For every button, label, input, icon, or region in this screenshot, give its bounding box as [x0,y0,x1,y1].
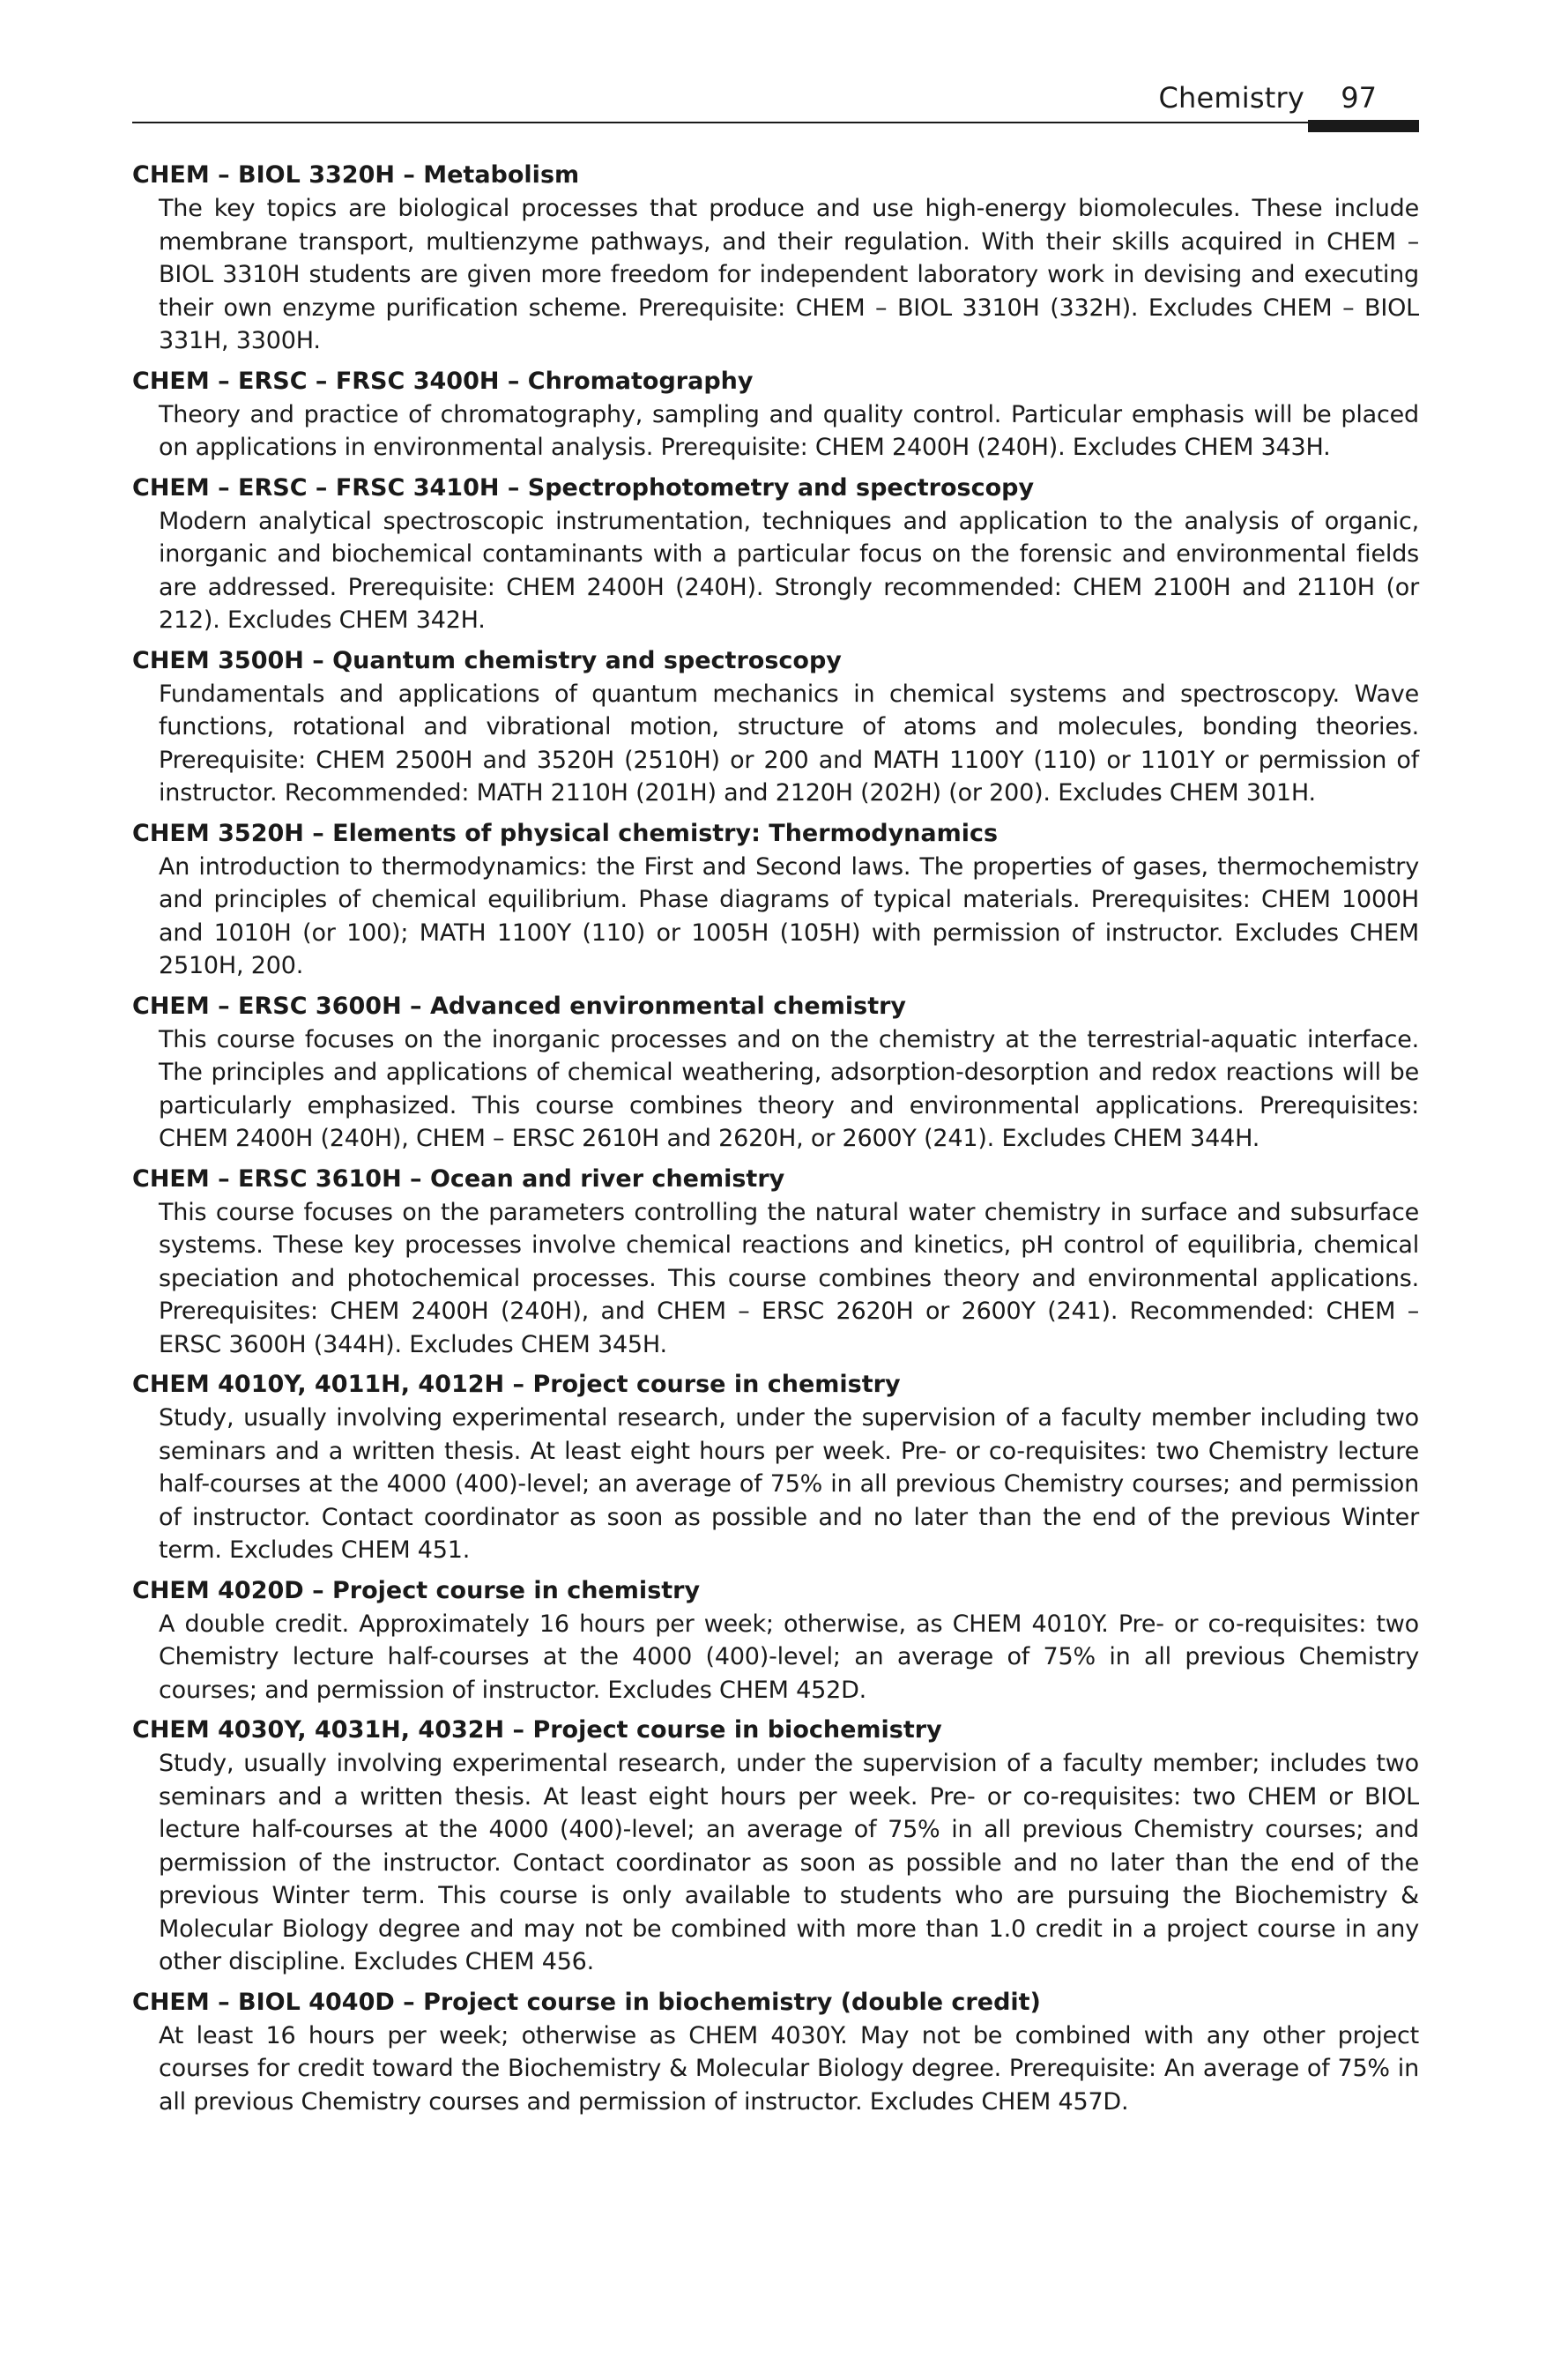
course-description: This course focuses on the inorganic processes and on the chemistry at the terrestrial-aquatic interface. The principles and applications of chemical weathering, adsorption-desorption and redox reactions will be particularly emphasized. This course combines theory and environmental applications. Prerequisites: CHEM 2400H (240H), CHEM – ERSC 2610H and 2620H, or 2600Y (241). Excludes CHEM 344H. [159,1025,1419,1152]
page-number: 97 [1341,81,1377,115]
header-tab-marker [1308,120,1419,132]
course-entry [132,1986,1419,2119]
course-title: CHEM 4030Y, 4031H, 4032H – Project course in biochemistry [132,1716,942,1744]
course-description: Theory and practice of chromatography, sampling and quality control. Particular emphasis will be placed on applications in environmental analysis. Prerequisite: CHEM 2400H (240H). Excludes CHEM 343H. [159,400,1419,461]
course-description: The key topics are biological processes that produce and use high-energy biomolecules. These include membrane transport, multienzyme pathways, and their regulation. With their skills acquired in CHEM – BIOL 3310H students are given more freedom for independent laboratory work in devising and executing their own enzyme purification scheme. Prerequisite: CHEM – BIOL 3310H (332H). Excludes CHEM – BIOL 331H, 3300H. [159,195,1419,354]
course-title: CHEM – ERSC 3610H – Ocean and river chemistry [132,1164,785,1193]
course-entry [132,1574,1419,1707]
course-description: At least 16 hours per week; otherwise as CHEM 4030Y. May not be combined with any other project courses for credit toward the Biochemistry & Molecular Biology degree. Prerequisite: An average of 75% in all previous Chemistry courses and permission of instructor. Excludes CHEM 457D. [159,2021,1419,2116]
section-title: Chemistry [1158,81,1304,115]
header-rule [132,122,1419,123]
course-entry [132,1163,1419,1362]
course-entry [132,159,1419,358]
course-entry [132,365,1419,465]
course-title: CHEM – ERSC – FRSC 3400H – Chromatography [132,367,754,395]
course-title: CHEM – ERSC 3600H – Advanced environmental chemistry [132,992,907,1020]
course-description: A double credit. Approximately 16 hours per week; otherwise, as CHEM 4010Y. Pre- or co-requisites: two Chemistry lecture half-courses at the 4000 (400)-level; an average of 75% in all previous Chemistry courses; and permission of instructor. Excludes CHEM 452D. [159,1610,1419,1704]
course-title: CHEM 4010Y, 4011H, 4012H – Project course in chemistry [132,1371,901,1398]
course-description: Study, usually involving experimental research, under the supervision of a faculty member including two seminars and a written thesis. At least eight hours per week. Pre- or co-requisites: two Chemistry lecture half-courses at the 4000 (400)-level; an average of 75% in all previous Chemistry courses; and permission of instructor. Contact coordinator as soon as possible and no later than the end of the previous Winter term. Excludes CHEM 451. [159,1404,1419,1564]
course-entry [132,817,1419,983]
course-description: Fundamentals and applications of quantum mechanics in chemical systems and spectroscopy. Wave functions, rotational and vibrational motion, structure of atoms and molecules, bonding theories. Prerequisite: CHEM 2500H and 3520H (2510H) or 200 and MATH 1100Y (110) or 1101Y or permission of instructor. Recommended: MATH 2110H (201H) and 2120H (202H) (or 200). Excludes CHEM 301H. [159,680,1419,807]
course-entry [132,1368,1419,1567]
course-title: CHEM 4020D – Project course in chemistry [132,1576,701,1604]
course-entry [132,990,1419,1156]
course-title: CHEM – ERSC – FRSC 3410H – Spectrophotometry and spectroscopy [132,473,1035,502]
course-title: CHEM 3500H – Quantum chemistry and spectroscopy [132,646,842,674]
page-header [132,78,1419,127]
course-description: This course focuses on the parameters controlling the natural water chemistry in surface and subsurface systems. These key processes involve chemical reactions and kinetics, pH control of equilibria, chemical speciation and photochemical processes. This course combines theory and environmental applications. Prerequisites: CHEM 2400H (240H), and CHEM – ERSC 2620H or 2600Y (241). Recommended: CHEM – ERSC 3600H (344H). Excludes CHEM 345H. [159,1198,1419,1358]
course-entry [132,472,1419,637]
course-title: CHEM – BIOL 3320H – Metabolism [132,161,580,189]
course-listing [132,159,1419,2125]
course-description: Study, usually involving experimental research, under the supervision of a faculty member; includes two seminars and a written thesis. At least eight hours per week. Pre- or co-requisites: two CHEM or BIOL lecture half-courses at the 4000 (400)-level; an average of 75% in all previous Chemistry courses; and permission of the instructor. Contact coordinator as soon as possible and no later than the end of the previous Winter term. This course is only available to students who are pursuing the Biochemistry & Molecular Biology degree and may not be combined with more than 1.0 credit in a project course in any other discipline. Excludes CHEM 456. [159,1750,1419,1975]
course-entry [132,1714,1419,1979]
course-entry [132,644,1419,810]
course-title: CHEM 3520H – Elements of physical chemistry: Thermodynamics [132,819,999,847]
course-description: An introduction to thermodynamics: the First and Second laws. The properties of gases, thermochemistry and principles of chemical equilibrium. Phase diagrams of typical materials. Prerequisites: CHEM 1000H and 1010H (or 100); MATH 1100Y (110) or 1005H (105H) with permission of instructor. Excludes CHEM 2510H, 200. [159,852,1419,979]
course-title: CHEM – BIOL 4040D – Project course in biochemistry (double credit) [132,1988,1041,2016]
course-description: Modern analytical spectroscopic instrumentation, techniques and application to the analysis of organic, inorganic and biochemical contaminants with a particular focus on the forensic and environmental fields are addressed. Prerequisite: CHEM 2400H (240H). Strongly recommended: CHEM 2100H and 2110H (or 212). Excludes CHEM 342H. [159,507,1419,634]
